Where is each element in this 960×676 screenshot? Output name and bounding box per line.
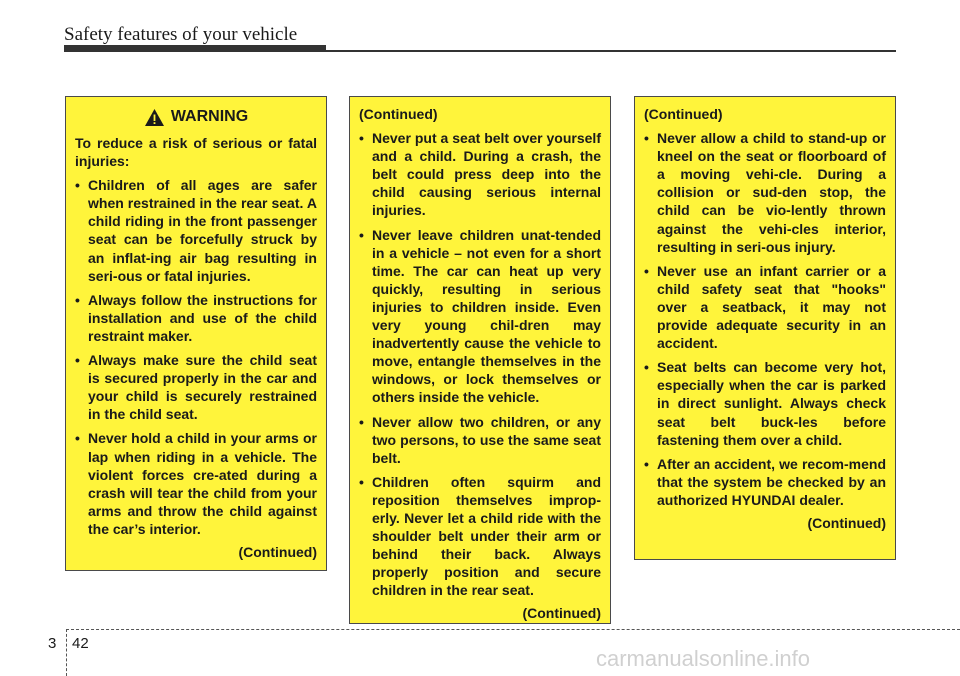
warning-list-3 xyxy=(644,129,886,509)
list-item: • Never use an infant carrier or a child safety seat that "hooks" over a seatback, it may not provide adequate security in an accident. xyxy=(644,262,886,352)
page-header-title: Safety features of your vehicle xyxy=(64,24,298,45)
warning-box-2 xyxy=(349,96,611,624)
list-item: • Never put a seat belt over yourself and a child. During a crash, the belt could press deep into the child causing serious internal injuries. xyxy=(359,129,601,219)
list-item: • Seat belts can become very hot, especially when the car is parked in direct sunlight. Always check seat belt buck-les before fastening them over a child. xyxy=(644,358,886,448)
list-item: • Never allow a child to stand-up or kneel on the seat or floorboard of a moving vehi-cle. During a collision or sud-den stop, the child can be vio-lently thrown against the vehi-cles interior, resulting in seri-ous injury. xyxy=(644,129,886,256)
list-item: • Always follow the instructions for installation and use of the child restraint maker. xyxy=(75,291,317,345)
warning-heading-text: WARNING xyxy=(170,108,249,126)
header-rule-thin xyxy=(326,50,896,52)
continued-heading: (Continued) xyxy=(359,106,438,122)
list-item: • Children of all ages are safer when restrained in the rear seat. A child riding in the front passenger seat can be forcefully struck by an inflat-ing air bag resulting in seri-ous or fatal injuries. xyxy=(75,176,317,285)
warning-triangle-icon xyxy=(144,108,165,127)
list-item: • Always make sure the child seat is secured properly in the car and your child is securely restrained in the child seat. xyxy=(75,351,317,423)
continued-label: (Continued) xyxy=(807,514,886,531)
warning-list-1 xyxy=(75,176,317,538)
warning-box-3 xyxy=(634,96,896,560)
list-item: • Never hold a child in your arms or lap when riding in a vehicle. The violent forces cre-ated during a crash will tear the child from your arms and throw the child against the car’s interior. xyxy=(75,429,317,538)
warning-heading xyxy=(75,108,317,127)
chapter-number: 3 xyxy=(48,635,57,652)
continued-label: (Continued) xyxy=(238,543,317,560)
watermark: carmanualsonline.info xyxy=(596,646,811,671)
continued-heading: (Continued) xyxy=(644,106,723,122)
header-rule-thick xyxy=(64,45,326,52)
list-item: • After an accident, we recom-mend that the system be checked by an authorized HYUNDAI dealer. xyxy=(644,455,886,509)
footer-divider xyxy=(66,629,67,676)
warning-box-1 xyxy=(65,96,327,571)
list-item: • Never leave children unat-tended in a vehicle – not even for a short time. The car can heat up very quickly, resulting in serious injuries to children inside. Even very young chil-dren may inadvertently cause the vehicle to move, entangle themselves in the windows, or lock themselves or others inside the vehicle. xyxy=(359,226,601,407)
page-number: 42 xyxy=(72,635,89,652)
footer-rule xyxy=(66,629,960,630)
warning-list-2 xyxy=(359,129,601,599)
continued-label: (Continued) xyxy=(522,605,601,622)
list-item: • Children often squirm and reposition themselves improp-erly. Never let a child ride with the shoulder belt under their arm or behind their back. Always properly position and secure children in the rear seat. xyxy=(359,473,601,600)
list-item: • Never allow two children, or any two persons, to use the same seat belt. xyxy=(359,413,601,467)
warning-intro: To reduce a risk of serious or fatal injuries: xyxy=(75,135,317,170)
